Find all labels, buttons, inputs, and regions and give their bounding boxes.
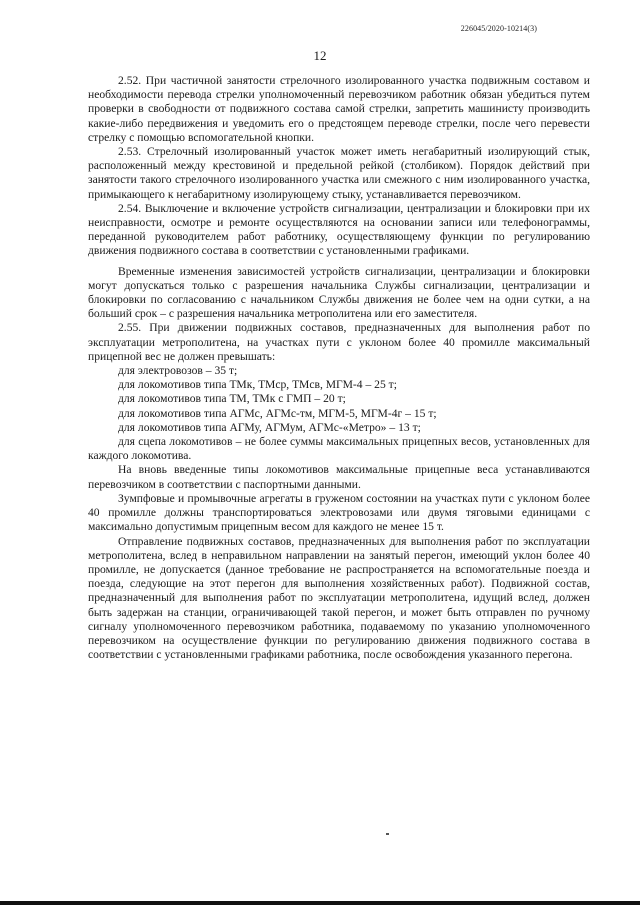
paragraph-2-53: 2.53. Стрелочный изолированный участок может иметь негабаритный изолирующий стык, расположенный между крестовиной и предельной рейкой (столбиком). Порядок действий при занятости такого стрелочного изолированного участка или смежного с ним изолированного участка, примыкающего к негабаритному изолирующему стыку, устанавливается перевозчиком. xyxy=(88,145,590,201)
paragraph-2-54: 2.54. Выключение и включение устройств сигнализации, централизации и блокировки при их неисправности, осмотре и ремонте осуществляются на основании записи или телефонограммы, переданной руководителем работ работнику, осуществляющему функции по регулированию движения подвижного состава в соответствии с установленными графиками. xyxy=(88,201,590,258)
list-item: для локомотивов типа АГМс, АГМс-тм, МГМ-5, МГМ-4г – 15 т; xyxy=(118,406,437,420)
weight-limits-list xyxy=(88,364,590,435)
paragraph-2-55: 2.55. При движении подвижных составов, предназначенных для выполнения работ по эксплуатации метрополитена, на участках пути с уклоном более 40 промилле максимальный прицепной вес не должен превышать: xyxy=(88,321,590,363)
paragraph-coupled-locomotives: для сцепа локомотивов – не более суммы максимальных прицепных весов, установленных для каждого локомотива. xyxy=(88,435,590,463)
scan-speck xyxy=(386,833,389,835)
list-item: для локомотивов типа ТМк, ТМср, ТМсв, МГМ-4 – 25 т; xyxy=(118,378,397,392)
paragraph-temporary-changes: Временные изменения зависимостей устройств сигнализации, централизации и блокировки могут допускаться только с разрешения начальника Службы сигнализации, централизации и блокировки по согласованию с начальником Службы движения не более чем на одни сутки, а на больший срок – с разрешения начальника метрополитена или его заместителя. xyxy=(88,264,590,321)
list-item: для локомотивов типа ТМ, ТМк с ГМП – 20 т; xyxy=(118,392,346,406)
page-number: 12 xyxy=(313,48,327,63)
scan-bottom-edge xyxy=(0,901,640,905)
paragraph-sump-units: Зумпфовые и промывочные агрегаты в груженом состоянии на участках пути с уклоном более 40 промилле должны транспортироваться электровозами или двумя тяговыми единицами с максимально допустимым прицепным весом для каждого не менее 15 т. xyxy=(88,491,590,534)
paragraph-2-52: 2.52. При частичной занятости стрелочного изолированного участка подвижным составом и необходимости перевода стрелки уполномоченный перевозчиком работник обязан убедиться путем проверки в свободности от подвижного состава самой стрелки, запретить машинисту производить какие-либо передвижения и уведомить его о предстоящем переводе стрелки, после чего перевести стрелку с помощью вспомогательной кнопки. xyxy=(88,74,590,144)
paragraph-new-locomotive-types: На вновь введенные типы локомотивов максимальные прицепные веса устанавливаются перевозчиком в соответствии с паспортными данными. xyxy=(88,463,590,491)
list-item: для электровозов – 35 т; xyxy=(118,364,238,378)
document-id: 226045/2020-10214(3) xyxy=(460,24,537,33)
paragraph-dispatch-rules: Отправление подвижных составов, предназначенных для выполнения работ по эксплуатации метрополитена, вслед в неправильном направлении на занятый перегон, имеющий уклон более 40 промилле, не допускается (данное требование не распространяется на вспомогательные поезда и поезда, следующие на этот перегон для выполнения хозяйственных работ). Подвижной состав, предназначенный для выполнения работ по эксплуатации метрополитена, идущий вслед, должен быть задержан на станции, ограничивающей такой перегон, и может быть отправлен по ручному сигналу уполномоченного перевозчиком работника, подаваемому по указанию уполномоченного перевозчиком на осуществление функции по регулированию движения подвижного состава в соответствии с установленными графиками работника, после освобождения указанного перегона. xyxy=(88,534,590,662)
document-body xyxy=(88,74,590,662)
list-item: для локомотивов типа АГМу, АГМум, АГМс-«Метро» – 13 т; xyxy=(118,420,421,434)
